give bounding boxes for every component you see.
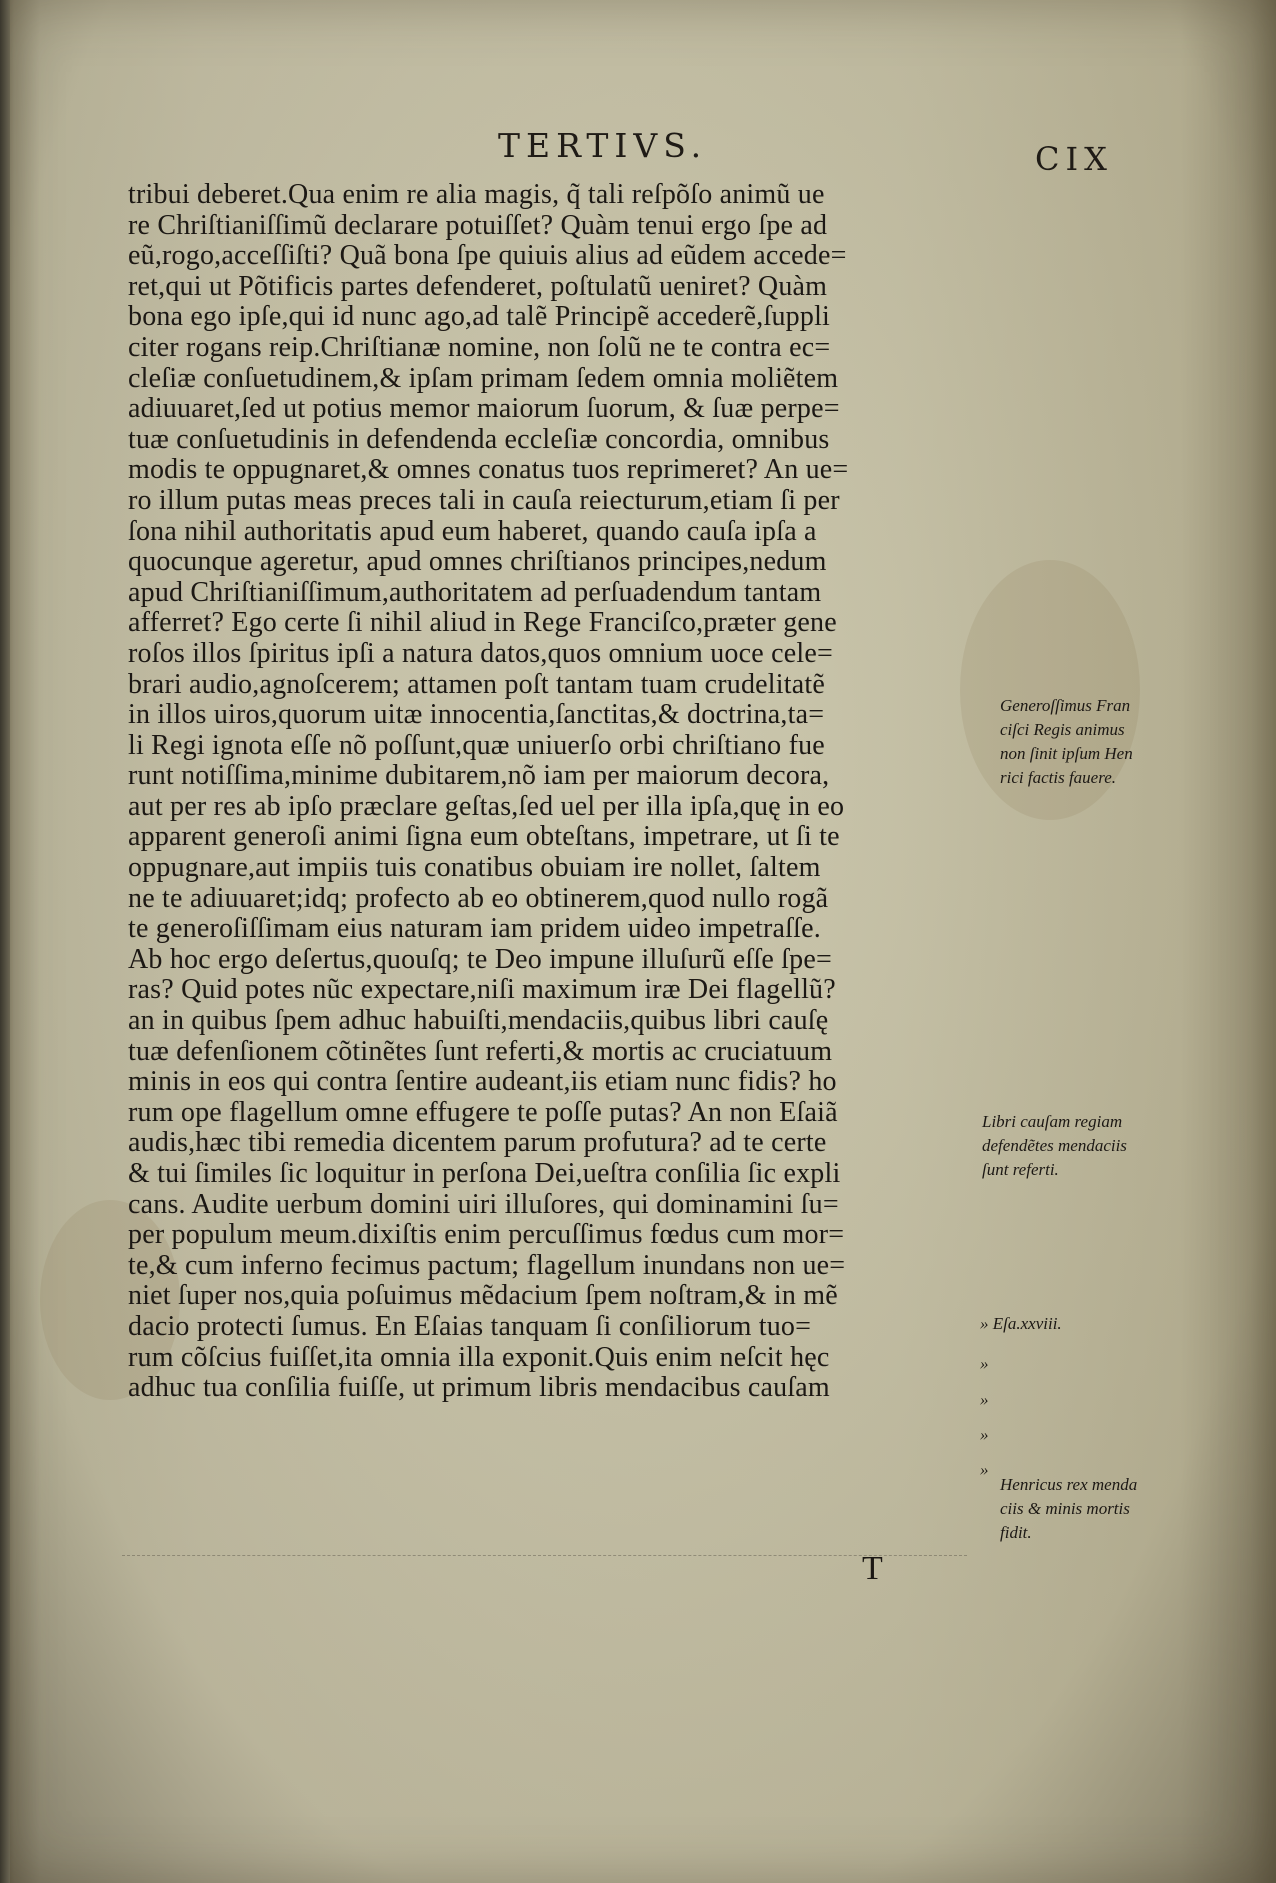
quotation-mark: » [980, 1460, 989, 1479]
text-line: an in quibus ſpem adhuc habuiſti,mendaciis,quibus libri cauſę [128, 1006, 829, 1037]
text-line: adhuc tua conſilia fuiſſe, ut primum libris mendacibus cauſam [128, 1373, 830, 1404]
text-line: Ab hoc ergo deſertus,quouſq; te Deo impune illuſurũ eſſe ſpe= [128, 944, 832, 975]
text-line: oppugnare,aut impiis tuis conatibus obuiam ire nollet, ſaltem [128, 853, 821, 884]
text-line: apud Chriſtianiſſimum,authoritatem ad perſuadendum tantam [128, 577, 822, 608]
marginal-note [1000, 694, 1133, 790]
marginal-note-line: non ſinit ipſum Hen [1000, 744, 1133, 763]
text-line: tribui deberet.Qua enim re alia magis, q̃ tali reſpõſo animũ ue [128, 180, 825, 210]
text-line: roſos illos ſpiritus ipſi a natura datos,quos omnium uoce cele= [128, 638, 833, 669]
text-line: afferret? Ego certe ſi nihil aliud in Rege Franciſco,præter gene [128, 608, 837, 639]
text-line: rum cõſcius fuiſſet,ita omnia illa exponit.Quis enim neſcit hęc [128, 1342, 830, 1373]
text-line: tuæ defenſionem cõtinẽtes ſunt referti,& mortis ac cruciatuum [128, 1036, 833, 1067]
text-line: tuæ conſuetudinis in defendenda eccleſiæ concordia, omnibus [128, 424, 830, 455]
text-line: runt notiſſima,minime dubitarem,nõ iam per maiorum decora, [128, 761, 830, 792]
marginal-note-line: Libri cauſam regiam [982, 1112, 1123, 1131]
text-line: eũ,rogo,acceſſiſti? Quã bona ſpe quiuis alius ad eũdem accede= [128, 241, 847, 272]
text-line: ret,qui ut Põtificis partes defenderet, poſtulatũ ueniret? Quàm [128, 271, 828, 302]
marginal-note [982, 1110, 1127, 1182]
text-line: aut per res ab ipſo præclare geſtas,ſed uel per illa ipſa,quę in eo [128, 791, 845, 822]
marginal-note-line: ciis & minis mortis [1000, 1499, 1130, 1518]
scripture-reference: » Eſa.xxviii. [980, 1314, 1062, 1333]
marginal-note [1000, 1473, 1137, 1545]
quotation-mark: » [980, 1354, 989, 1373]
text-line: minis in eos qui contra ſentire audeant,iis etiam nunc fidis? ho [128, 1067, 837, 1098]
text-line: apparent generoſi animi ſigna eum obteſtans, impetrare, ut ſi te [128, 822, 840, 853]
text-line: re Chriſtianiſſimũ declarare potuiſſet? Quàm tenui ergo ſpe ad [128, 210, 828, 241]
marginal-note-line: Generoſſimus Fran [1000, 696, 1131, 715]
text-line: & tui ſimiles ſic loquitur in perſona Dei,ueſtra conſilia ſic expli [128, 1159, 841, 1189]
text-line: ſona nihil authoritatis apud eum haberet, quando cauſa ipſa a [128, 516, 817, 547]
text-line: per populum meum.dixiſtis enim percuſſimus fœdus cum mor= [128, 1220, 845, 1251]
text-line: ro illum putas meas preces tali in cauſa reiecturum,etiam ſi per [128, 485, 840, 516]
text-line: ne te adiuuaret;idq; profecto ab eo obtinerem,quod nullo rogã [128, 883, 829, 914]
text-line: adiuuaret,ſed ut potius memor maiorum ſuorum, & ſuæ perpe= [128, 394, 840, 425]
running-head: TERTIVS. [498, 126, 708, 165]
text-line: te,& cum inferno fecimus pactum; flagellum inundans non ue= [128, 1250, 846, 1281]
text-line: cleſiæ conſuetudinem,& ipſam primam ſedem omnia moliẽtem [128, 363, 839, 394]
marginal-note-line: rici factis fauere. [1000, 768, 1116, 787]
signature-mark: T [862, 1550, 883, 1587]
text-line: bona ego ipſe,qui id nunc ago,ad talẽ Principẽ accederẽ,ſuppli [128, 302, 831, 333]
text-line: rum ope flagellum omne effugere te poſſe putas? An non Eſaiã [128, 1097, 838, 1128]
page-gutter-edge [0, 0, 10, 1883]
bottom-rule [122, 1555, 967, 1556]
text-line: brari audio,agnoſcerem; attamen poſt tantam tuam crudelitatẽ [128, 669, 825, 700]
quotation-mark: » [980, 1390, 989, 1409]
text-line: te generoſiſſimam eius naturam iam pridem uideo impetraſſe. [128, 914, 821, 945]
main-text-block [128, 180, 988, 1404]
text-line: quocunque ageretur, apud omnes chriſtianos principes,nedum [128, 547, 827, 578]
text-line: citer rogans reip.Chriſtianæ nomine, non ſolũ ne te contra ec= [128, 332, 831, 363]
quotation-mark: » [980, 1425, 989, 1444]
marginal-note-line: fidit. [1000, 1523, 1032, 1542]
text-line: modis te oppugnaret,& omnes conatus tuos reprimeret? An ue= [128, 455, 849, 486]
text-line: li Regi ignota eſſe nõ poſſunt,quæ uniuerſo orbi chriſtiano fue [128, 730, 825, 761]
text-line: in illos uiros,quorum uitæ innocentia,ſanctitas,& doctrina,ta= [128, 700, 825, 731]
text-line: dacio protecti ſumus. En Eſaias tanquam ſi conſiliorum tuo= [128, 1311, 812, 1342]
folio-number: CIX [1035, 140, 1113, 178]
text-line: ras? Quid potes nũc expectare,niſi maximum iræ Dei flagellũ? [128, 975, 836, 1006]
marginal-note-line: ciſci Regis animus [1000, 720, 1125, 739]
text-line: audis,hæc tibi remedia dicentem parum profutura? ad te certe [128, 1128, 827, 1159]
marginal-note-line: ſunt referti. [982, 1160, 1059, 1179]
text-line: niet ſuper nos,quia poſuimus mẽdacium ſpem noſtram,& in mẽ [128, 1281, 838, 1312]
marginal-note-line: defendẽtes mendaciis [982, 1136, 1127, 1155]
marginal-note-line: Henricus rex menda [1000, 1475, 1138, 1494]
text-line: cans. Audite uerbum domini uiri illuſores, qui dominamini ſu= [128, 1189, 839, 1220]
